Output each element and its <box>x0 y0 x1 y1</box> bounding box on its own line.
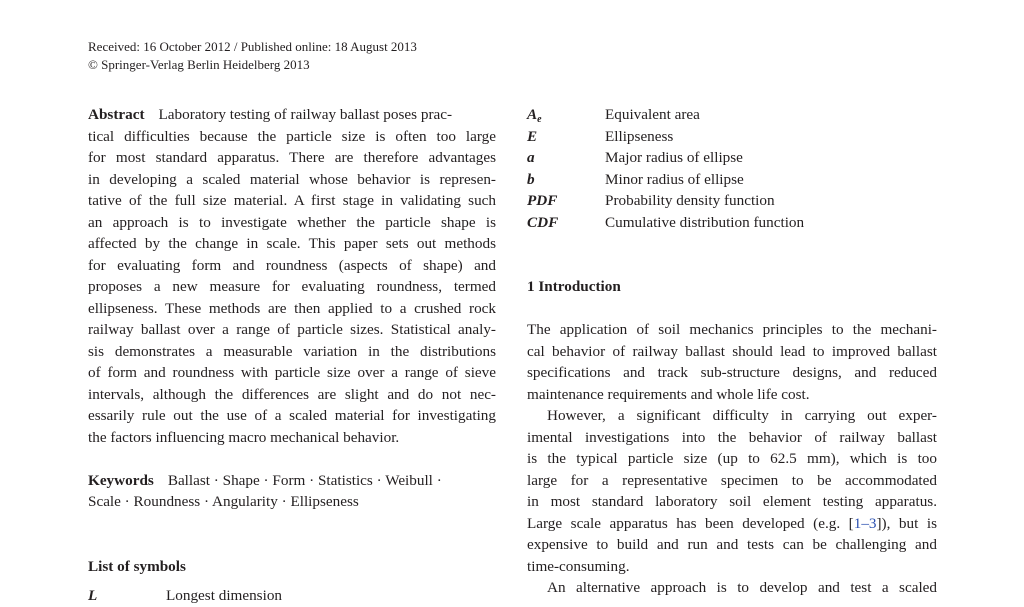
abstract-line-1: Abstract Laboratory testing of railway ballast poses prac- <box>88 106 453 123</box>
symbol: b <box>527 170 535 188</box>
symbol-description: Probability density function <box>605 192 775 209</box>
symbol-row <box>88 585 496 607</box>
abstract-line: an approach is to investigate whether the particle shape is <box>88 213 496 231</box>
text-line-with-citation: Large scale apparatus has been developed (e.g. [1–3]), but is <box>527 514 937 532</box>
text-line: is the typical particle size (up to 62.5 mm), which is too <box>527 450 937 467</box>
abstract-line: affected by the change in scale. This paper sets out methods <box>88 235 496 252</box>
symbol: E <box>527 127 538 145</box>
symbol: CDF <box>527 213 559 231</box>
copyright-notice: © Springer-Verlag Berlin Heidelberg 2013 <box>88 57 310 72</box>
abstract-line: tical difficulties because the particle size is often too large <box>88 127 496 145</box>
section-heading-introduction: 1 Introduction <box>527 278 621 295</box>
symbol-row <box>527 104 937 126</box>
received-published-dates: Received: 16 October 2012 / Published online: 18 August 2013 <box>88 39 417 54</box>
abstract-line: ellipseness. These methods are then applied to a crushed rock <box>88 299 496 317</box>
symbol: PDF <box>527 192 558 209</box>
symbol-description: Longest dimension <box>166 587 283 604</box>
text-line: expensive to build and run and tests can be challenging and <box>527 536 937 553</box>
text-line: in most standard laboratory soil element testing apparatus. <box>527 493 937 510</box>
abstract-line: railway ballast over a range of particle sizes. Statistical analy- <box>88 321 496 338</box>
abstract-line: sis demonstrates a measurable variation in the distributions <box>88 342 496 360</box>
text-line: large for a representative specimen to be accommodated <box>527 471 937 489</box>
symbol-description: Ellipseness <box>605 127 674 145</box>
abstract-line: for most standard apparatus. There are therefore advantages <box>88 149 496 166</box>
symbol-row <box>527 147 937 169</box>
intro-paragraph-2 <box>527 405 937 577</box>
citation-link-1[interactable]: 1 <box>853 514 862 532</box>
intro-paragraph-3 <box>527 577 937 599</box>
symbol-description: Cumulative distribution function <box>605 213 805 231</box>
text-line: cal behavior of railway ballast should lead to improved ballast <box>527 342 937 360</box>
symbol-row <box>527 126 937 148</box>
abstract-line: in developing a scaled material whose behavior is represen- <box>88 170 496 188</box>
keywords-heading: Keywords <box>88 471 154 489</box>
abstract-heading: Abstract <box>88 106 145 123</box>
citation-link-3[interactable]: 3 <box>868 514 877 532</box>
article-metadata <box>88 38 417 74</box>
symbols-list-left <box>88 585 496 607</box>
symbol-description: Major radius of ellipse <box>605 149 743 166</box>
text-line: specifications and track sub-structure designs, and reduced <box>527 364 937 381</box>
right-column <box>527 104 937 599</box>
symbol-description: Minor radius of ellipse <box>605 170 744 188</box>
abstract-line: tative of the full size material. A first stage in validating such <box>88 192 496 209</box>
abstract-line: intervals, although the differences are slight and do not nec- <box>88 385 496 403</box>
abstract-line: proposes a new measure for evaluating roundness, termed <box>88 278 496 295</box>
text-line: An alternative approach is to develop and test a scaled <box>547 579 937 596</box>
symbol-row <box>527 169 937 191</box>
symbol: L <box>88 587 98 604</box>
text-line: The application of soil mechanics principles to the mechani- <box>527 321 937 338</box>
symbol: Ae <box>527 106 542 125</box>
abstract-line: essarily rule out the use of a scaled material for investigating <box>88 407 496 424</box>
list-of-symbols-heading: List of symbols <box>88 557 186 575</box>
symbol-row <box>527 212 937 234</box>
text-line: time-consuming. <box>527 557 630 575</box>
intro-paragraph-1 <box>527 319 937 405</box>
keywords-line-1: Keywords Ballast · Shape · Form · Statistics · Weibull · <box>88 471 442 489</box>
symbol: a <box>527 149 535 166</box>
left-column <box>88 104 496 607</box>
keywords <box>88 470 496 513</box>
text-line: maintenance requirements and whole life cost. <box>527 385 810 403</box>
abstract-line: of form and roundness with particle size over a range of sieve <box>88 364 496 381</box>
keywords-line-2: Scale · Roundness · Angularity · Ellipseness <box>88 493 359 510</box>
symbol-row <box>527 190 937 212</box>
abstract <box>88 104 496 448</box>
abstract-line: for evaluating form and roundness (aspects of shape) and <box>88 256 496 274</box>
text-line: imental investigations into the behavior of railway ballast <box>527 428 937 446</box>
symbols-list-right <box>527 104 937 233</box>
symbol-description: Equivalent area <box>605 106 700 123</box>
abstract-line: the factors influencing macro mechanical behavior. <box>88 428 400 446</box>
text-line: However, a significant difficulty in carrying out exper- <box>547 407 937 424</box>
